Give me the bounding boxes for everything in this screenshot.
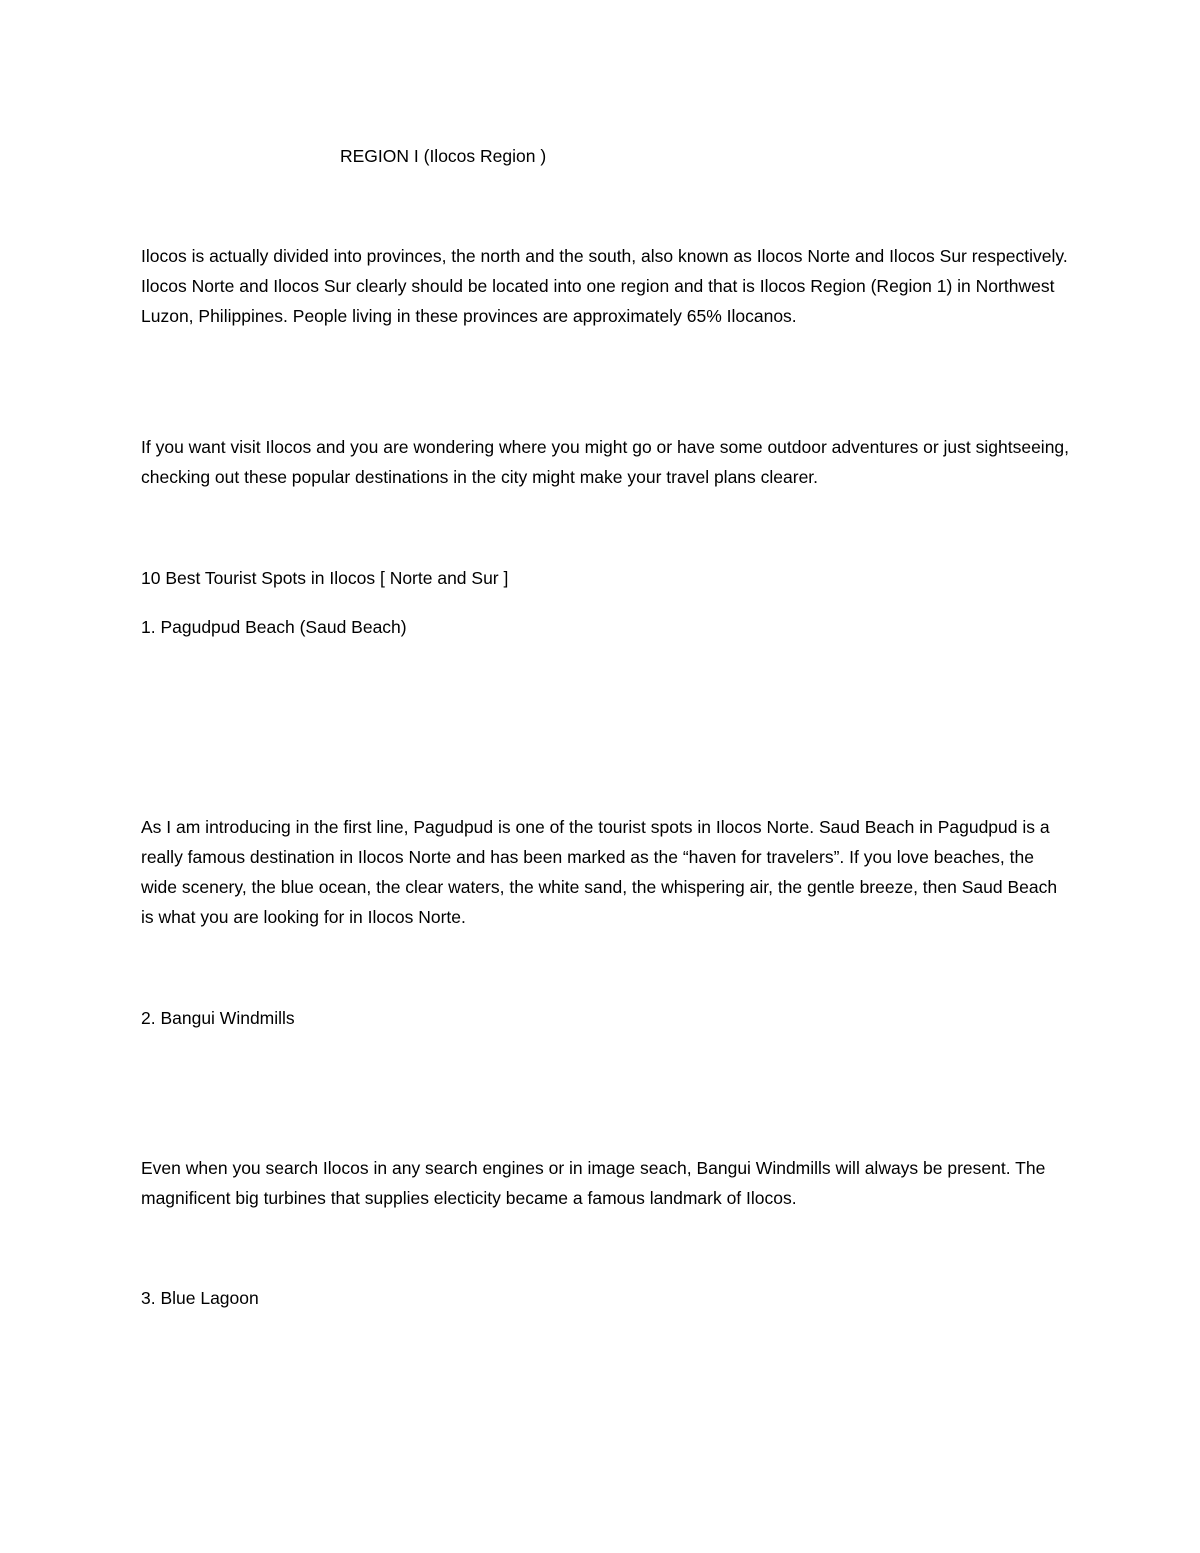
list-heading: 10 Best Tourist Spots in Ilocos [ Norte and Sur ]	[141, 568, 509, 588]
spot-heading-1: 1. Pagudpud Beach (Saud Beach)	[141, 617, 407, 637]
spot-description-1: As I am introducing in the first line, Pagudpud is one of the tourist spots in Ilocos Norte. Saud Beach in Pagudpud is a really famous destination in Ilocos Norte and has been marked as the “haven for travelers”. If you love beaches, the wide scenery, the blue ocean, the clear waters, the white sand, the whispering air, the gentle breeze, then Saud Beach is what you are looking for in Ilocos Norte.	[141, 817, 1058, 927]
document-title: REGION I (Ilocos Region )	[340, 146, 547, 166]
spot-heading-2: 2. Bangui Windmills	[141, 1008, 295, 1028]
intro-paragraph: Ilocos is actually divided into provinces, the north and the south, also known as Ilocos Norte and Ilocos Sur respectively. Ilocos Norte and Ilocos Sur clearly should be located into one region and that is Ilocos Region (Region 1) in Northwest Luzon, Philippines. People living in these provinces are approximately 65% Ilocanos.	[141, 246, 1068, 326]
spot-heading-3: 3. Blue Lagoon	[141, 1288, 259, 1308]
visit-paragraph: If you want visit Ilocos and you are wondering where you might go or have some outdoor adventures or just sightseeing, checking out these popular destinations in the city might make your travel plans clearer.	[141, 437, 1070, 487]
spot-description-2: Even when you search Ilocos in any search engines or in image seach, Bangui Windmills will always be present. The magnificent big turbines that supplies electicity became a famous landmark of Ilocos.	[141, 1158, 1046, 1208]
